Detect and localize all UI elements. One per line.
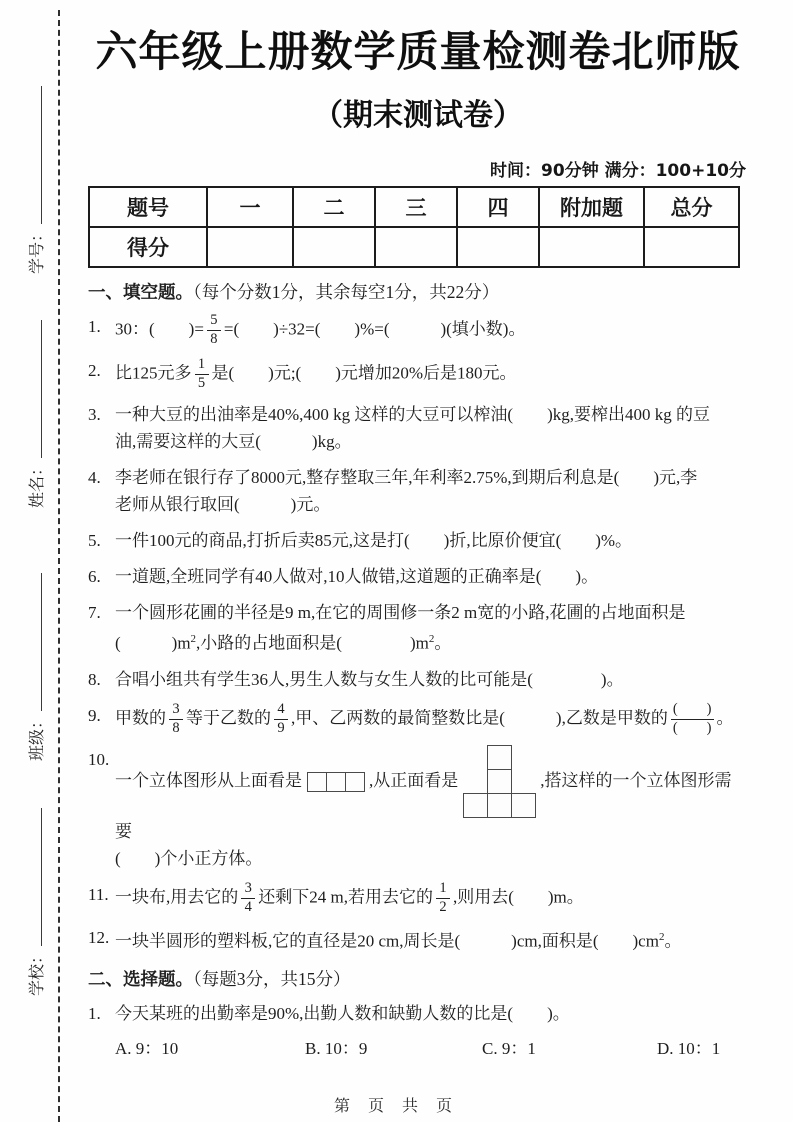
question-text: 一个圆形花圃的半径是9 m,在它的周围修一条2 m宽的小路,花圃的占地面积是 — [115, 603, 686, 623]
cube-face-cell — [487, 793, 512, 818]
question-text: 合唱小组共有学生36人,男生人数与女生人数的比可能是( )。 — [115, 669, 624, 689]
question — [88, 924, 748, 955]
question-text: 。 — [716, 708, 734, 728]
section-heading-note: （每个分数1分，其余每空1分，共22分） — [193, 282, 500, 303]
sidebar-field-class — [24, 565, 50, 761]
student-id-blank-line — [29, 86, 42, 224]
choice-option: D. 10：1 — [657, 1039, 721, 1059]
question-body — [115, 313, 748, 348]
score-header-cell: 三 — [375, 187, 457, 227]
question-text: 一道题,全班同学有40人做对,10人做错,这道题的正确率是( )。 — [115, 567, 599, 587]
fraction-numerator: 3 — [244, 879, 252, 896]
question — [88, 401, 748, 455]
question-body — [115, 464, 748, 518]
question-text: 今天某班的出勤率是90%,出勤人数和缺勤人数的比是( )。 — [115, 1004, 570, 1024]
fraction-denominator: 8 — [172, 719, 180, 736]
sidebar-field-student-id — [24, 78, 50, 274]
score-table — [88, 186, 740, 268]
superscript: 2 — [190, 633, 197, 646]
question-text: 李老师在银行存了8000元,整存整取三年,年利率2.75%,到期后利息是( )元,李 — [115, 468, 698, 488]
question-text: 一件100元的商品,打折后卖85元,这是打( )折,比原价便宜( )%。 — [115, 531, 633, 551]
section-heading-title: 一、填空题。 — [88, 282, 193, 303]
fraction-denominator: 2 — [439, 898, 447, 915]
choice-option: C. 9：1 — [482, 1039, 536, 1059]
score-empty-cell — [293, 227, 375, 267]
question-number: 7. — [88, 603, 101, 623]
superscript: 2 — [428, 633, 435, 646]
question-body — [115, 357, 748, 392]
question-number: 10. — [88, 749, 110, 769]
class-label: 班级： — [29, 712, 46, 761]
page-footer: 第 页 共 页 — [333, 1098, 459, 1115]
school-label: 学校： — [29, 947, 46, 996]
question-number: 11. — [88, 884, 109, 904]
fraction — [436, 881, 450, 916]
question — [88, 313, 748, 348]
fraction-denominator: 9 — [277, 719, 285, 736]
question-number: 1. — [88, 317, 101, 337]
question — [88, 881, 748, 916]
question-number: 4. — [88, 468, 101, 488]
fold-dashed-line — [58, 10, 60, 1122]
score-empty-cell — [644, 227, 739, 267]
score-header-cell: 二 — [293, 187, 375, 227]
question-text: 一块半圆形的塑料板,它的直径是20 cm,周长是( )cm,面积是( )cm — [115, 932, 659, 952]
question-body — [115, 527, 748, 554]
question-body — [115, 702, 748, 737]
score-empty-cell — [457, 227, 539, 267]
paper-title: 六年级上册数学质量检测卷北师版 — [95, 27, 741, 76]
name-blank-line — [29, 320, 42, 458]
cube-face-cell — [463, 793, 488, 818]
school-blank-line — [29, 808, 42, 946]
score-empty-cell — [539, 227, 644, 267]
question-text: 是( )元;( )元增加20%后是180元。 — [211, 363, 517, 383]
fraction — [671, 702, 714, 737]
score-empty-cell — [207, 227, 293, 267]
score-header-cell: 题号 — [89, 187, 207, 227]
question — [88, 357, 748, 392]
cube-face-cell — [345, 772, 365, 792]
question-text: =( )÷32=( )%=( )(填小数)。 — [223, 319, 526, 339]
fraction-numerator: 4 — [277, 700, 285, 717]
question — [88, 599, 748, 657]
score-empty-cell — [375, 227, 457, 267]
score-table-header-row — [89, 187, 739, 227]
question-text: ,从正面看是 — [369, 770, 459, 790]
choice-options — [115, 1035, 748, 1062]
student-id-label: 学号： — [29, 225, 46, 274]
main-content — [88, 0, 748, 1062]
question-text: ,则用去( )m。 — [452, 886, 584, 906]
question-number: 9. — [88, 705, 101, 725]
score-header-cell: 一 — [207, 187, 293, 227]
question-text: 。 — [434, 633, 452, 653]
class-blank-line — [29, 573, 42, 711]
section-heading — [88, 967, 748, 991]
question-number: 3. — [88, 405, 101, 425]
cube-face-cell — [487, 769, 512, 794]
top-view-figure — [307, 772, 364, 791]
fraction — [207, 313, 221, 348]
section-heading-title: 二、选择题。 — [88, 969, 193, 990]
question-body — [115, 599, 748, 657]
cube-face-cell — [511, 793, 536, 818]
question — [88, 1000, 748, 1062]
question-text: 30：( )= — [115, 319, 204, 339]
front-view-figure — [463, 746, 535, 818]
sidebar-field-name — [24, 312, 50, 508]
fraction-numerator: 1 — [439, 879, 447, 896]
question — [88, 464, 748, 518]
cube-face-cell — [307, 772, 327, 792]
question-number: 12. — [88, 928, 110, 948]
question-body — [115, 881, 748, 916]
choice-option: B. 10：9 — [305, 1039, 368, 1059]
name-label: 姓名： — [29, 459, 46, 508]
fraction-numerator: ( ) — [672, 700, 712, 717]
question-text: ,搭这样的一个立体图形需要 — [115, 770, 732, 841]
question-body — [115, 746, 748, 872]
question-text: 。 — [664, 932, 682, 952]
question-text: 油,需要这样的大豆( )kg。 — [115, 432, 352, 452]
time-and-score-info: 时间：90分钟 满分：100+10分 — [490, 161, 746, 182]
question-text: ,小路的占地面积是( )m — [196, 633, 429, 653]
question — [88, 746, 748, 872]
question-number: 5. — [88, 531, 101, 551]
question-text: 一种大豆的出油率是40%,400 kg 这样的大豆可以榨油( )kg,要榨出400 kg 的豆 — [115, 405, 710, 425]
question-body — [115, 563, 748, 590]
question-body — [115, 401, 748, 455]
question-number: 2. — [88, 361, 101, 381]
score-row-label: 得分 — [89, 227, 207, 267]
fraction-denominator: ( ) — [672, 719, 712, 736]
cube-face-cell — [487, 745, 512, 770]
fraction-numerator: 5 — [210, 312, 218, 329]
score-table-score-row — [89, 227, 739, 267]
section-heading-note: （每题3分，共15分） — [193, 969, 351, 990]
question — [88, 702, 748, 737]
fraction — [195, 357, 209, 392]
question-text: 比125元多 — [115, 363, 192, 383]
question-text: 甲数的 — [115, 708, 166, 728]
question — [88, 563, 748, 590]
question-text: ( )m — [115, 633, 191, 653]
question-body — [115, 924, 748, 955]
fraction-numerator: 3 — [172, 700, 180, 717]
fraction-numerator: 1 — [197, 356, 206, 373]
fraction-denominator: 4 — [244, 898, 252, 915]
fraction-denominator: 5 — [197, 375, 206, 392]
question-body — [115, 1000, 748, 1062]
fraction-denominator: 8 — [210, 331, 218, 348]
question-text: 还剩下24 m,若用去它的 — [258, 886, 433, 906]
fraction — [241, 881, 255, 916]
question — [88, 527, 748, 554]
question-text: 老师从银行取回( )元。 — [115, 495, 331, 515]
paper-subtitle: （期末测试卷） — [313, 98, 523, 134]
question-number: 6. — [88, 567, 101, 587]
question-text: 一个立体图形从上面看是 — [115, 770, 302, 790]
cube-face-cell — [326, 772, 346, 792]
fraction — [169, 702, 183, 737]
score-header-cell: 总分 — [644, 187, 739, 227]
choice-option: A. 9：10 — [115, 1039, 179, 1059]
fraction — [274, 702, 288, 737]
score-header-cell: 四 — [457, 187, 539, 227]
score-header-cell: 附加题 — [539, 187, 644, 227]
question-text: ( )个小正方体。 — [115, 848, 263, 868]
questions-area — [88, 280, 748, 1062]
question-text: ,甲、乙两数的最简整数比是( ),乙数是甲数的 — [291, 708, 668, 728]
question-number: 1. — [88, 1004, 101, 1024]
sidebar-field-school — [24, 800, 50, 996]
section-heading — [88, 280, 748, 304]
question — [88, 666, 748, 693]
question-number: 8. — [88, 669, 101, 689]
question-body — [115, 666, 748, 693]
superscript: 2 — [658, 931, 665, 944]
question-text: 一块布,用去它的 — [115, 886, 239, 906]
question-text: 等于乙数的 — [186, 708, 271, 728]
